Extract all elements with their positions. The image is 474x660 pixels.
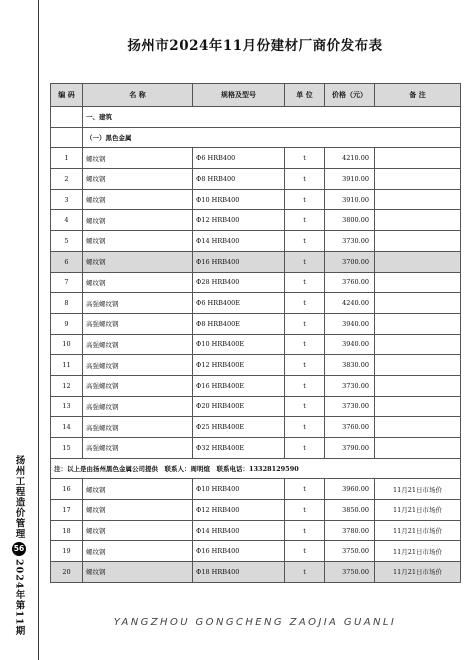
cell-spec: Φ16 HRB400 [193, 251, 285, 272]
cell-unit: t [285, 210, 325, 231]
table-row [51, 375, 461, 396]
cell-price: 3700.00 [325, 251, 375, 272]
cell-code: 8 [51, 293, 83, 314]
cell-name: 螺纹钢 [83, 500, 193, 521]
cell-price: 3730.00 [325, 231, 375, 252]
cell-unit: t [285, 169, 325, 190]
table-row [51, 251, 461, 272]
supplier-note-row [51, 458, 461, 479]
table-row [51, 541, 461, 562]
journal-name: 扬州工程造价管理 [13, 455, 25, 539]
cell-unit: t [285, 189, 325, 210]
header-unit: 单 位 [285, 84, 325, 107]
cell-price: 3760.00 [325, 417, 375, 438]
cell-spec: Φ14 HRB400 [193, 520, 285, 541]
cell-unit: t [285, 355, 325, 376]
table-row [51, 520, 461, 541]
cell-spec: Φ16 HRB400 [193, 541, 285, 562]
cell-code: 20 [51, 562, 83, 583]
cell-code: 15 [51, 438, 83, 459]
cell-spec: Φ18 HRB400 [193, 562, 285, 583]
supplier-note: 注：以上是由扬州黑色金属公司提供 联系人：周明煊 联系电话：13328129590 [51, 458, 461, 479]
cell-unit: t [285, 231, 325, 252]
cell-note [375, 189, 461, 210]
cell-spec: Φ8 HRB400E [193, 313, 285, 334]
cell-spec: Φ10 HRB400 [193, 479, 285, 500]
cell-price: 3960.00 [325, 479, 375, 500]
cell-note [375, 334, 461, 355]
cell-code: 7 [51, 272, 83, 293]
issue-label: 2024年第11期 [13, 559, 25, 637]
cell-code: 11 [51, 355, 83, 376]
cell-code: 19 [51, 541, 83, 562]
cell-price: 3780.00 [325, 520, 375, 541]
cell-unit: t [285, 479, 325, 500]
cell-unit: t [285, 334, 325, 355]
cell-price: 3750.00 [325, 562, 375, 583]
table-row [51, 562, 461, 583]
cell-spec: Φ10 HRB400E [193, 334, 285, 355]
table-row [51, 479, 461, 500]
table-row [51, 500, 461, 521]
cell-name: 螺纹钢 [83, 479, 193, 500]
cell-note [375, 375, 461, 396]
margin-rule [38, 0, 39, 660]
cell-price: 3940.00 [325, 313, 375, 334]
table-row [51, 169, 461, 190]
cell-name: 高强螺纹钢 [83, 438, 193, 459]
cell-name: 高强螺纹钢 [83, 313, 193, 334]
cell-unit: t [285, 251, 325, 272]
cell-note [375, 251, 461, 272]
cell-name: 螺纹钢 [83, 562, 193, 583]
table-row [51, 231, 461, 252]
cell-spec: Φ25 HRB400E [193, 417, 285, 438]
page-title: 扬州市2024年11月份建材厂商价发布表 [127, 38, 383, 54]
cell-spec: Φ14 HRB400 [193, 231, 285, 252]
header-name: 名 称 [83, 84, 193, 107]
cell-unit: t [285, 541, 325, 562]
cell-note [375, 293, 461, 314]
table-row [51, 272, 461, 293]
cell-note: 11月21日市场价 [375, 541, 461, 562]
cell-price: 3730.00 [325, 396, 375, 417]
cell-note [375, 272, 461, 293]
cell-unit: t [285, 313, 325, 334]
cell-unit: t [285, 272, 325, 293]
cell-code: 10 [51, 334, 83, 355]
cell-name: 高强螺纹钢 [83, 334, 193, 355]
table-row [51, 438, 461, 459]
cell-price: 3790.00 [325, 438, 375, 459]
cell-spec: Φ16 HRB400E [193, 375, 285, 396]
page-number-badge: 56 [12, 542, 26, 556]
cell-name: 高强螺纹钢 [83, 396, 193, 417]
table-row [51, 355, 461, 376]
cell-unit: t [285, 438, 325, 459]
section-label: 一、建筑 [83, 107, 461, 128]
cell-spec: Φ32 HRB400E [193, 438, 285, 459]
cell-spec: Φ10 HRB400 [193, 189, 285, 210]
cell-name: 螺纹钢 [83, 189, 193, 210]
table-row [51, 417, 461, 438]
cell-price: 3730.00 [325, 375, 375, 396]
cell-code: 5 [51, 231, 83, 252]
cell-code: 6 [51, 251, 83, 272]
cell-name: 螺纹钢 [83, 272, 193, 293]
cell-name: 螺纹钢 [83, 231, 193, 252]
cell-note [375, 231, 461, 252]
table-row [51, 189, 461, 210]
cell-code: 2 [51, 169, 83, 190]
header-note: 备 注 [375, 84, 461, 107]
cell-note [375, 355, 461, 376]
cell-price: 3830.00 [325, 355, 375, 376]
cell-spec: Φ6 HRB400E [193, 293, 285, 314]
cell-note [375, 148, 461, 169]
subsection-label: （一）黑色金属 [83, 127, 461, 148]
cell-spec: Φ12 HRB400 [193, 210, 285, 231]
cell-unit: t [285, 396, 325, 417]
table-row [51, 210, 461, 231]
cell-code: 12 [51, 375, 83, 396]
section-row [51, 107, 461, 128]
cell-code: 16 [51, 479, 83, 500]
cell-unit: t [285, 500, 325, 521]
cell-note [375, 169, 461, 190]
cell-price: 3800.00 [325, 210, 375, 231]
cell-code: 3 [51, 189, 83, 210]
subsection-row [51, 127, 461, 148]
cell-unit: t [285, 417, 325, 438]
cell-name: 螺纹钢 [83, 251, 193, 272]
cell-code: 17 [51, 500, 83, 521]
cell-note [375, 313, 461, 334]
cell-name: 螺纹钢 [83, 169, 193, 190]
sidebar-journal-info [8, 455, 30, 636]
cell-price: 3750.00 [325, 541, 375, 562]
cell-name: 螺纹钢 [83, 210, 193, 231]
cell-price: 4210.00 [325, 148, 375, 169]
header-price: 价格（元） [325, 84, 375, 107]
cell-unit: t [285, 375, 325, 396]
cell-unit: t [285, 562, 325, 583]
cell-code: 9 [51, 313, 83, 334]
cell-spec: Φ12 HRB400 [193, 500, 285, 521]
cell-price: 3760.00 [325, 272, 375, 293]
cell-note [375, 438, 461, 459]
cell-code: 13 [51, 396, 83, 417]
cell-spec: Φ12 HRB400E [193, 355, 285, 376]
cell-note: 11月21日市场价 [375, 500, 461, 521]
cell-price: 3910.00 [325, 189, 375, 210]
table-row [51, 334, 461, 355]
cell-spec: Φ20 HRB400E [193, 396, 285, 417]
cell-price: 3910.00 [325, 169, 375, 190]
cell-note [375, 396, 461, 417]
cell-spec: Φ6 HRB400 [193, 148, 285, 169]
cell-name: 高强螺纹钢 [83, 293, 193, 314]
table-row [51, 313, 461, 334]
cell-code: 1 [51, 148, 83, 169]
cell-note: 11月21日市场价 [375, 520, 461, 541]
header-spec: 规格及型号 [193, 84, 285, 107]
cell-note [375, 210, 461, 231]
cell-note [375, 417, 461, 438]
cell-price: 3940.00 [325, 334, 375, 355]
cell-name: 高强螺纹钢 [83, 417, 193, 438]
cell-spec: Φ28 HRB400 [193, 272, 285, 293]
table-row [51, 396, 461, 417]
table-row [51, 293, 461, 314]
price-table [50, 83, 461, 583]
footer-pinyin: YANGZHOU GONGCHENG ZAOJIA GUANLI [113, 617, 397, 628]
table-row [51, 148, 461, 169]
cell-price: 3850.00 [325, 500, 375, 521]
cell-name: 螺纹钢 [83, 520, 193, 541]
cell-unit: t [285, 148, 325, 169]
cell-name: 螺纹钢 [83, 148, 193, 169]
cell-name: 高强螺纹钢 [83, 375, 193, 396]
cell-price: 4240.00 [325, 293, 375, 314]
cell-unit: t [285, 293, 325, 314]
table-header-row [51, 84, 461, 107]
cell-note: 11月21日市场价 [375, 479, 461, 500]
header-code: 编 码 [51, 84, 83, 107]
cell-code: 14 [51, 417, 83, 438]
cell-name: 高强螺纹钢 [83, 355, 193, 376]
cell-code: 18 [51, 520, 83, 541]
cell-note: 11月21日市场价 [375, 562, 461, 583]
cell-unit: t [285, 520, 325, 541]
cell-spec: Φ8 HRB400 [193, 169, 285, 190]
cell-name: 螺纹钢 [83, 541, 193, 562]
cell-code: 4 [51, 210, 83, 231]
